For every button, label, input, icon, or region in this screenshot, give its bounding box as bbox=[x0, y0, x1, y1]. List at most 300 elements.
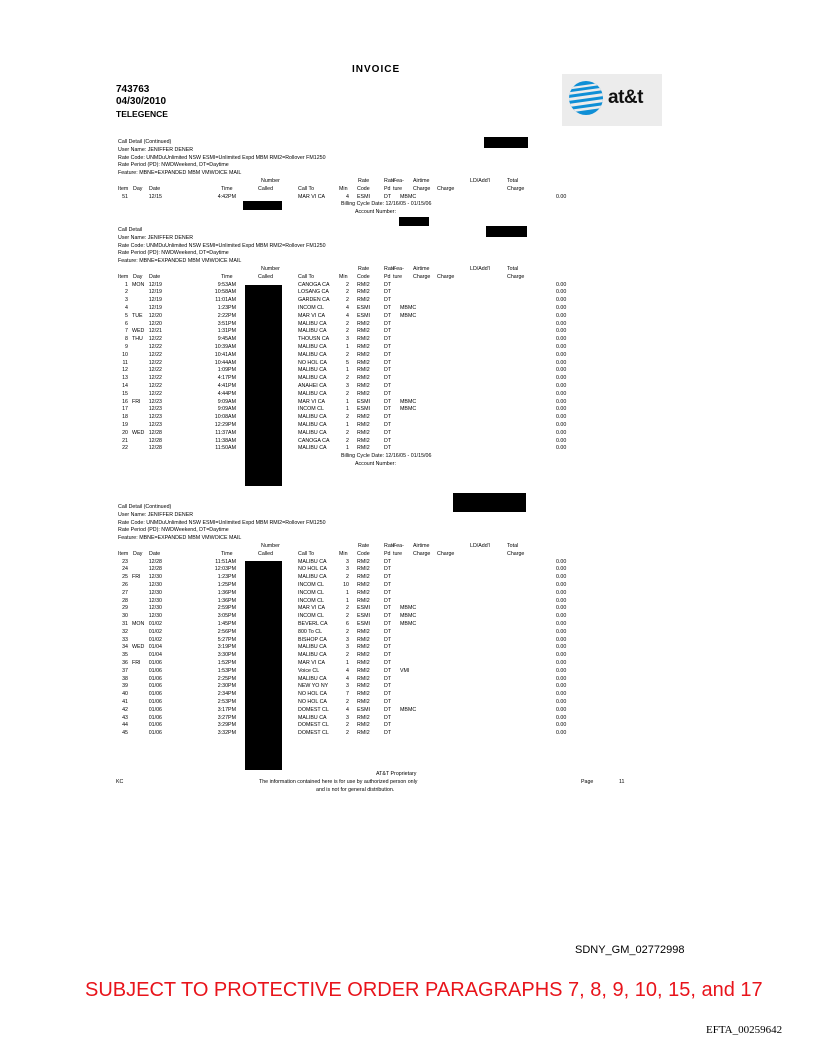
cell-code: ESMI bbox=[357, 706, 370, 713]
cell-total: 0.00 bbox=[556, 621, 567, 627]
user-name-line bbox=[0, 512, 816, 520]
cell-min: 1 bbox=[346, 344, 349, 350]
cell-item: 17 bbox=[122, 406, 128, 413]
cell-date: 01/06 bbox=[148, 699, 162, 705]
col-time: Time bbox=[221, 185, 233, 192]
cell-pd: DT bbox=[384, 367, 392, 374]
cell-pd: DT bbox=[384, 558, 392, 565]
cell-callto: MAR VI CA bbox=[298, 660, 326, 666]
cell-time: 9:09AM bbox=[217, 398, 236, 405]
col-called: Called bbox=[258, 185, 274, 192]
column-header-top bbox=[0, 266, 816, 274]
cell-pd: DT bbox=[384, 605, 392, 612]
cell-min: 1 bbox=[346, 422, 349, 428]
user-name: User Name: JENIFFER DENER bbox=[118, 511, 194, 518]
cell-pd: DT bbox=[384, 445, 392, 452]
cell-item: 9 bbox=[125, 344, 128, 350]
cell-total: 0.00 bbox=[556, 344, 567, 350]
cell-item: 21 bbox=[122, 437, 128, 444]
cell-min: 3 bbox=[346, 383, 349, 389]
cell-code: ESMI bbox=[357, 305, 370, 311]
cell-item: 8 bbox=[125, 336, 128, 343]
cell-total: 0.00 bbox=[556, 699, 567, 705]
cell-date: 12/19 bbox=[148, 281, 162, 288]
cell-item: 13 bbox=[122, 375, 128, 382]
cell-code: RMI2 bbox=[357, 336, 370, 343]
cell-total: 0.00 bbox=[556, 675, 567, 682]
table-row bbox=[0, 297, 816, 305]
cell-min: 4 bbox=[346, 193, 349, 200]
table-row bbox=[0, 715, 816, 723]
cell-time: 2:25PM bbox=[217, 675, 236, 682]
column-header-bottom bbox=[0, 551, 816, 559]
cell-pd: DT bbox=[384, 675, 392, 682]
cell-feature: MBMC bbox=[400, 305, 417, 311]
table-row bbox=[0, 676, 816, 684]
cell-total: 0.00 bbox=[556, 597, 567, 604]
cell-date: 01/06 bbox=[148, 675, 162, 682]
cell-time: 1:09PM bbox=[217, 367, 236, 374]
rate-period-line bbox=[0, 250, 816, 258]
cell-date: 12/28 bbox=[148, 445, 162, 452]
cell-date: 12/22 bbox=[148, 367, 162, 374]
cell-item: 22 bbox=[122, 445, 128, 452]
cell-date: 01/02 bbox=[148, 628, 162, 635]
cell-total: 0.00 bbox=[556, 691, 567, 698]
cell-time: 12:29PM bbox=[214, 422, 236, 428]
col-pd: Pd bbox=[384, 550, 391, 557]
cell-date: 01/06 bbox=[148, 683, 162, 690]
cell-item: 32 bbox=[122, 628, 128, 635]
cell-code: RMI2 bbox=[357, 675, 370, 682]
cell-date: 12/28 bbox=[148, 429, 162, 436]
table-row bbox=[0, 367, 816, 375]
cell-item: 19 bbox=[122, 422, 128, 428]
cell-code: RMI2 bbox=[357, 582, 370, 588]
table-row bbox=[0, 375, 816, 383]
cell-total: 0.00 bbox=[556, 644, 567, 651]
cell-item: 7 bbox=[125, 328, 128, 335]
cell-code: RMI2 bbox=[357, 289, 370, 296]
cell-code: RMI2 bbox=[357, 344, 370, 350]
cell-date: 01/04 bbox=[148, 652, 162, 659]
cell-day: WED bbox=[132, 644, 145, 651]
cell-total: 0.00 bbox=[556, 730, 567, 737]
col-charge3: Charge bbox=[507, 273, 525, 280]
block-heading bbox=[0, 139, 816, 147]
cell-pd: DT bbox=[384, 706, 392, 713]
feature-line bbox=[0, 170, 816, 178]
info-line-1: The information contained here is for use by authorized person only bbox=[259, 779, 418, 785]
cell-item: 20 bbox=[122, 429, 128, 436]
cell-date: 12/23 bbox=[148, 422, 162, 428]
cell-callto: BEVERL CA bbox=[298, 621, 328, 627]
cell-pd: DT bbox=[384, 613, 392, 620]
table-row bbox=[0, 328, 816, 336]
cell-pd: DT bbox=[384, 383, 392, 389]
table-row bbox=[0, 194, 816, 202]
cell-date: 12/19 bbox=[148, 289, 162, 296]
cell-code: RMI2 bbox=[357, 683, 370, 690]
col-item: Item bbox=[118, 185, 129, 192]
cell-date: 01/06 bbox=[148, 706, 162, 713]
table-row bbox=[0, 406, 816, 414]
cell-callto: NO HOL CA bbox=[298, 566, 327, 573]
cell-time: 11:38AM bbox=[215, 437, 236, 444]
cell-min: 2 bbox=[346, 281, 349, 288]
cell-callto: MALIBU CA bbox=[298, 652, 327, 659]
cell-min: 10 bbox=[343, 582, 349, 588]
cell-pd: DT bbox=[384, 297, 392, 304]
cell-min: 1 bbox=[346, 445, 349, 452]
cell-pd: DT bbox=[384, 344, 392, 350]
account-line bbox=[0, 461, 816, 469]
cell-callto: NEW YO NY bbox=[298, 683, 329, 690]
cell-code: RMI2 bbox=[357, 383, 370, 389]
cell-date: 01/06 bbox=[148, 691, 162, 698]
table-row bbox=[0, 430, 816, 438]
cell-day: WED bbox=[132, 429, 145, 436]
cell-code: RMI2 bbox=[357, 359, 370, 366]
cell-time: 1:23PM bbox=[217, 305, 236, 311]
cell-callto: INCOM CL bbox=[298, 406, 324, 413]
col-number: Number bbox=[261, 266, 280, 272]
col-called: Called bbox=[258, 273, 274, 280]
cell-pd: DT bbox=[384, 730, 392, 737]
cell-pd: DT bbox=[384, 305, 392, 311]
brand-text: at&t bbox=[608, 87, 643, 108]
block-heading bbox=[0, 227, 816, 235]
cell-total: 0.00 bbox=[556, 390, 567, 397]
efta-number: EFTA_00259642 bbox=[706, 1024, 783, 1036]
cell-item: 11 bbox=[122, 359, 128, 366]
cell-total: 0.00 bbox=[556, 566, 567, 573]
cell-item: 35 bbox=[122, 652, 128, 659]
col-date: Date bbox=[149, 550, 161, 557]
page-number: 11 bbox=[619, 779, 625, 785]
cell-date: 12/23 bbox=[148, 406, 162, 413]
cell-time: 10:39AM bbox=[214, 344, 236, 350]
cell-callto: 800 To CL bbox=[298, 628, 323, 635]
cell-pd: DT bbox=[384, 691, 392, 698]
cell-total: 0.00 bbox=[556, 445, 567, 452]
cell-min: 1 bbox=[346, 660, 349, 666]
cell-feature: MBMC bbox=[400, 605, 417, 612]
column-header-top bbox=[0, 543, 816, 551]
col-called: Called bbox=[258, 550, 274, 557]
cell-code: RMI2 bbox=[357, 589, 370, 596]
table-row bbox=[0, 613, 816, 621]
invoice-date: 04/30/2010 bbox=[116, 96, 167, 107]
cell-date: 12/30 bbox=[148, 582, 162, 588]
cell-pd: DT bbox=[384, 589, 392, 596]
cell-date: 12/22 bbox=[148, 359, 162, 366]
cell-min: 7 bbox=[346, 691, 349, 698]
feature-legend: Feature: MBNE=EXPANDED MBM VMWOICE MAIL bbox=[118, 170, 242, 177]
cell-item: 6 bbox=[125, 320, 128, 327]
cell-time: 11:37AM bbox=[215, 429, 236, 436]
cell-time: 10:44AM bbox=[214, 359, 236, 366]
cell-total: 0.00 bbox=[556, 320, 567, 327]
cell-callto: MALIBU CA bbox=[298, 574, 327, 581]
cell-code: ESMI bbox=[357, 406, 370, 413]
cell-time: 1:45PM bbox=[217, 621, 236, 627]
cell-min: 2 bbox=[346, 414, 349, 421]
col-fea: Fea- bbox=[393, 266, 404, 272]
col-airtime: Airtime bbox=[413, 543, 430, 549]
cell-time: 11:51AM bbox=[215, 558, 236, 565]
cell-callto: MALIBU CA bbox=[298, 344, 327, 350]
rate-code-legend: Rate Code: UNMDuUnlimited NSW ESMI=Unlimited Expd MBM RMI2=Rollover FM1250 bbox=[118, 519, 326, 526]
cell-date: 01/06 bbox=[148, 714, 162, 721]
cell-item: 1 bbox=[125, 281, 128, 288]
cell-min: 2 bbox=[346, 722, 349, 729]
cell-code: RMI2 bbox=[357, 422, 370, 428]
cell-code: RMI2 bbox=[357, 320, 370, 327]
cell-time: 3:27PM bbox=[217, 714, 236, 721]
col-rate2: Rate bbox=[384, 266, 396, 272]
cell-callto: MALIBU CA bbox=[298, 375, 327, 382]
user-name-line bbox=[0, 147, 816, 155]
table-row bbox=[0, 598, 816, 606]
cell-min: 3 bbox=[346, 644, 349, 651]
cell-date: 12/22 bbox=[148, 375, 162, 382]
cell-min: 4 bbox=[346, 706, 349, 713]
cell-pd: DT bbox=[384, 597, 392, 604]
cell-item: 39 bbox=[122, 683, 128, 690]
cell-time: 3:29PM bbox=[217, 722, 236, 729]
cell-callto: MALIBU CA bbox=[298, 320, 327, 327]
cell-pd: DT bbox=[384, 406, 392, 413]
rate-code-line bbox=[0, 243, 816, 251]
cell-item: 41 bbox=[122, 699, 128, 705]
section-heading: Call Detail (Continued) bbox=[118, 139, 172, 145]
section-heading: Call Detail (Continued) bbox=[118, 504, 172, 510]
cell-time: 3:30PM bbox=[217, 652, 236, 659]
feature-line bbox=[0, 535, 816, 543]
cell-min: 1 bbox=[346, 589, 349, 596]
cell-code: RMI2 bbox=[357, 566, 370, 573]
cell-code: RMI2 bbox=[357, 652, 370, 659]
cell-date: 01/04 bbox=[148, 644, 162, 651]
cell-min: 2 bbox=[346, 605, 349, 612]
cell-date: 12/30 bbox=[148, 613, 162, 620]
cell-item: 14 bbox=[122, 383, 128, 389]
cell-time: 3:51PM bbox=[217, 320, 236, 327]
cell-date: 12/30 bbox=[148, 574, 162, 581]
cell-min: 4 bbox=[346, 675, 349, 682]
cell-time: 9:45AM bbox=[217, 336, 236, 343]
cell-callto: Voice CL bbox=[298, 667, 320, 674]
col-charge2: Charge bbox=[437, 273, 455, 280]
col-day: Day bbox=[133, 273, 143, 280]
cell-date: 01/06 bbox=[148, 667, 162, 674]
cell-pd: DT bbox=[384, 289, 392, 296]
user-name: User Name: JENIFFER DENER bbox=[118, 146, 194, 153]
cell-code: ESMI bbox=[357, 621, 370, 627]
table-row bbox=[0, 445, 816, 453]
bates-number: SDNY_GM_02772998 bbox=[575, 944, 685, 956]
col-callto: Call To bbox=[298, 185, 315, 192]
cell-min: 3 bbox=[346, 683, 349, 690]
billing-cycle-line bbox=[0, 201, 816, 209]
cell-pd: DT bbox=[384, 328, 392, 335]
footer-code: KC bbox=[116, 779, 124, 785]
cell-callto: NO HOL CA bbox=[298, 691, 327, 698]
cell-total: 0.00 bbox=[556, 281, 567, 288]
cell-item: 15 bbox=[122, 390, 128, 397]
col-min: Min bbox=[339, 273, 348, 280]
cell-date: 01/02 bbox=[148, 621, 162, 627]
cell-date: 12/30 bbox=[148, 597, 162, 604]
cell-code: RMI2 bbox=[357, 597, 370, 604]
cell-time: 9:53AM bbox=[217, 281, 236, 288]
cell-min: 2 bbox=[346, 628, 349, 635]
cell-date: 12/22 bbox=[148, 351, 162, 358]
page-label: Page bbox=[581, 779, 594, 785]
cell-pd: DT bbox=[384, 375, 392, 382]
cell-day: THU bbox=[132, 336, 143, 343]
cell-item: 36 bbox=[122, 660, 128, 666]
cell-date: 12/22 bbox=[148, 336, 162, 343]
cell-time: 1:36PM bbox=[217, 589, 236, 596]
col-code: Code bbox=[357, 185, 370, 192]
cell-time: 1:36PM bbox=[217, 597, 236, 604]
cell-code: RMI2 bbox=[357, 328, 370, 335]
table-row bbox=[0, 574, 816, 582]
table-row bbox=[0, 707, 816, 715]
cell-date: 12/30 bbox=[148, 605, 162, 612]
col-ture: ture bbox=[393, 185, 403, 192]
cell-min: 2 bbox=[346, 320, 349, 327]
table-row bbox=[0, 438, 816, 446]
cell-item: 10 bbox=[122, 351, 128, 358]
cell-code: RMI2 bbox=[357, 722, 370, 729]
cell-item: 28 bbox=[122, 597, 128, 604]
cell-code: ESMI bbox=[357, 398, 370, 405]
table-row bbox=[0, 391, 816, 399]
cell-time: 1:31PM bbox=[217, 328, 236, 335]
cell-time: 12:03PM bbox=[214, 566, 236, 573]
cell-item: 26 bbox=[122, 582, 128, 588]
cell-pd: DT bbox=[384, 398, 392, 405]
col-min: Min bbox=[339, 185, 348, 192]
cell-code: RMI2 bbox=[357, 628, 370, 635]
col-time: Time bbox=[221, 550, 233, 557]
cell-item: 23 bbox=[122, 558, 128, 565]
cell-pd: DT bbox=[384, 390, 392, 397]
rate-code-legend: Rate Code: UNMDuUnlimited NSW ESMI=Unlimited Expd MBM RMI2=Rollover FM1250 bbox=[118, 242, 326, 249]
cell-total: 0.00 bbox=[556, 437, 567, 444]
cell-code: RMI2 bbox=[357, 636, 370, 643]
table-row bbox=[0, 282, 816, 290]
col-airtime: Airtime bbox=[413, 266, 430, 272]
cell-code: RMI2 bbox=[357, 558, 370, 565]
cell-date: 12/22 bbox=[148, 383, 162, 389]
cell-time: 3:32PM bbox=[217, 730, 236, 737]
cell-callto: MALIBU CA bbox=[298, 644, 327, 651]
cell-code: RMI2 bbox=[357, 730, 370, 737]
cell-day: MON bbox=[132, 281, 145, 288]
cell-pd: DT bbox=[384, 281, 392, 288]
cell-total: 0.00 bbox=[556, 706, 567, 713]
cell-code: RMI2 bbox=[357, 667, 370, 674]
cell-date: 12/19 bbox=[148, 305, 162, 311]
cell-pd: DT bbox=[384, 359, 392, 366]
cell-total: 0.00 bbox=[556, 193, 567, 200]
cell-callto: MALIBU CA bbox=[298, 558, 327, 565]
col-date: Date bbox=[149, 273, 161, 280]
cell-total: 0.00 bbox=[556, 605, 567, 612]
cell-min: 2 bbox=[346, 574, 349, 581]
cell-date: 01/02 bbox=[148, 636, 162, 643]
cell-min: 2 bbox=[346, 613, 349, 620]
cell-code: RMI2 bbox=[357, 281, 370, 288]
col-callto: Call To bbox=[298, 550, 315, 557]
col-total: Total bbox=[507, 178, 519, 184]
rate-period-line bbox=[0, 527, 816, 535]
cell-date: 12/22 bbox=[148, 390, 162, 397]
cell-pd: DT bbox=[384, 683, 392, 690]
cell-code: RMI2 bbox=[357, 375, 370, 382]
cell-time: 10:41AM bbox=[214, 351, 236, 358]
table-row bbox=[0, 660, 816, 668]
company-name: TELEGENCE bbox=[116, 109, 168, 119]
cell-day: FRI bbox=[132, 660, 141, 666]
col-charge: Charge bbox=[413, 550, 431, 557]
col-fea: Fea- bbox=[393, 178, 404, 184]
table-row bbox=[0, 590, 816, 598]
cell-pd: DT bbox=[384, 582, 392, 588]
col-number: Number bbox=[261, 543, 280, 549]
cell-callto: INCOM CL bbox=[298, 582, 324, 588]
cell-pd: DT bbox=[384, 699, 392, 705]
table-row bbox=[0, 566, 816, 574]
rate-period-line bbox=[0, 162, 816, 170]
cell-date: 12/21 bbox=[148, 328, 162, 335]
table-row bbox=[0, 582, 816, 590]
cell-time: 11:50AM bbox=[215, 445, 236, 452]
cell-day: MON bbox=[132, 621, 145, 627]
cell-item: 5 bbox=[125, 312, 128, 319]
cell-item: 51 bbox=[122, 193, 128, 200]
cell-item: 40 bbox=[122, 691, 128, 698]
cell-item: 29 bbox=[122, 605, 128, 612]
cell-total: 0.00 bbox=[556, 683, 567, 690]
table-row bbox=[0, 637, 816, 645]
user-name-line bbox=[0, 235, 816, 243]
cell-pd: DT bbox=[384, 437, 392, 444]
cell-code: ESMI bbox=[357, 312, 370, 319]
cell-callto: CANOGA CA bbox=[298, 437, 330, 444]
cell-item: 12 bbox=[122, 367, 128, 374]
col-charge3: Charge bbox=[507, 550, 525, 557]
cell-time: 2:56PM bbox=[217, 628, 236, 635]
cell-feature: MBMC bbox=[400, 706, 417, 713]
cell-callto: MALIBU CA bbox=[298, 675, 327, 682]
cell-time: 2:34PM bbox=[217, 691, 236, 698]
cell-feature: VMI bbox=[400, 667, 410, 674]
cell-item: 27 bbox=[122, 589, 128, 596]
cell-total: 0.00 bbox=[556, 297, 567, 304]
cell-pd: DT bbox=[384, 714, 392, 721]
col-time: Time bbox=[221, 273, 233, 280]
cell-item: 31 bbox=[122, 621, 128, 627]
cell-item: 38 bbox=[122, 675, 128, 682]
cell-total: 0.00 bbox=[556, 628, 567, 635]
cell-pd: DT bbox=[384, 574, 392, 581]
cell-time: 10:58AM bbox=[214, 289, 236, 296]
